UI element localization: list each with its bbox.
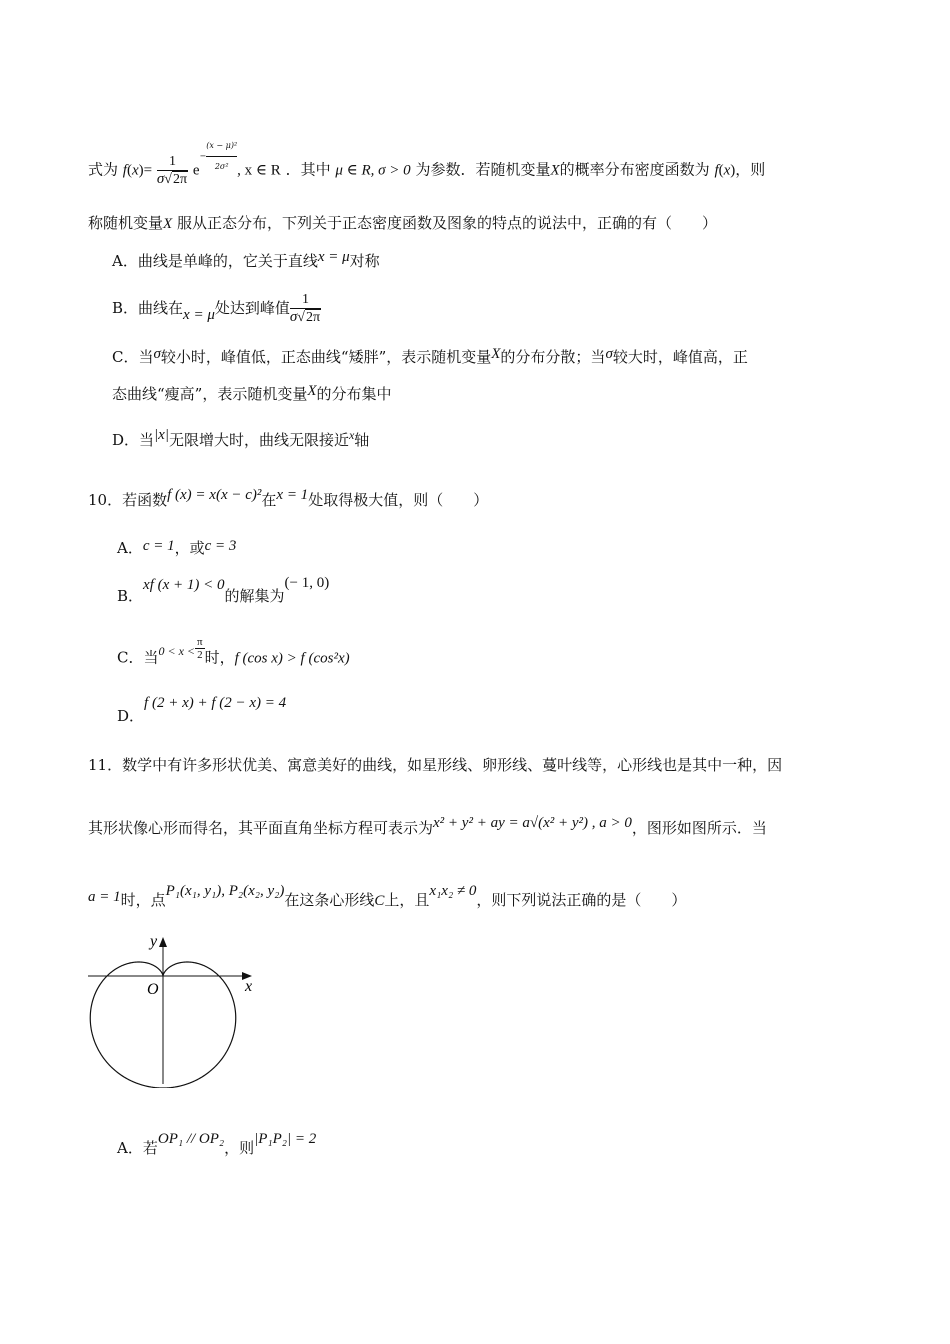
intro-line-2: 称随机变量X 服从正态分布，下列关于正态密度函数及图象的特点的说法中，正确的有（ ） xyxy=(88,214,717,232)
exponent: − $\frac{\text{(x − μ)²}}{\text{2σ²}}$ xyxy=(200,136,238,177)
q9-option-c-line1: C．当σ较小时，峰值低，正态曲线“矮胖”，表示随机变量X的分布分散；当σ较大时，峰值高，正 xyxy=(112,346,748,366)
q11-stem-1: 11．数学中有许多形状优美、寓意美好的曲线，如星形线、卵形线、蔓叶线等，心形线也是其中一种，因 xyxy=(88,756,783,774)
intro-line-1: 式为 f(x)= $\frac{1}{\sigma√2\pi}$ e− $\frac{\text{(x − μ)²}}{\text{2σ²}}$ , x ∈ R ．其中 μ ∈ R, σ > 0 为参数．若随机变量X的概率分布密度函数为 f(x)，则 xyxy=(88,152,765,193)
q11-option-a: A．若OP₁ // OP₂，则|P₁P₂| = 2 xyxy=(117,1131,317,1157)
intro-prefix: 式为 xyxy=(88,160,119,179)
density-fraction: $\frac{1}{\sigma√2\pi}$ xyxy=(156,153,188,187)
origin-label: O xyxy=(147,981,159,998)
q11-stem-2: 其形状像心形而得名，其平面直角坐标方程可表示为x² + y² + ay = a√(x² + y²) , a > 0，图形如图所示．当 xyxy=(88,815,767,837)
exp-base: e xyxy=(192,162,200,179)
peak-fraction: $\frac{1}{\sigma√2\pi}$ xyxy=(289,292,321,325)
q9-option-d: D．当|x|无限增大时，曲线无限接近$^x$轴 xyxy=(112,427,370,449)
q10-option-c: C．当$^{0 < x <}$ $\frac{\pi}{2}$ 时，f (cos x) > f (cos²x) xyxy=(117,636,350,667)
density-f: f xyxy=(122,162,127,179)
q9-option-c-line2: 态曲线“瘦高”，表示随机变量X的分布集中 xyxy=(112,383,392,403)
q10-option-b: B．xf (x + 1) < 0的解集为(− 1, 0) xyxy=(117,575,330,605)
q10-option-a: A．c = 1，或c = 3 xyxy=(117,538,237,557)
x-axis-label: x xyxy=(245,978,253,995)
intro-sep: ．其中 xyxy=(285,160,331,179)
q10-option-d: D．f (2 + x) + f (2 − x) = 4 xyxy=(117,695,287,725)
y-axis-label: y xyxy=(150,933,158,950)
cardioid-figure xyxy=(84,928,264,1088)
mu-condition: μ ∈ R, σ > 0 xyxy=(335,162,411,179)
q10-stem: 10．若函数f (x) = x(x − c)²在x = 1处取得极大值，则（ ） xyxy=(88,487,489,509)
q9-option-b: B．曲线在x = μ处达到峰值 $\frac{1}{\sigma√2\pi}$ xyxy=(112,292,321,325)
q9-option-a: A．曲线是单峰的，它关于直线x = μ对称 xyxy=(112,249,380,270)
y-axis-arrow xyxy=(159,937,167,947)
q11-stem-3: a = 1时，点P₁(x₁, y₁), P₂(x₂, y₂)在这条心形线C上，且x₁x₂ ≠ 0，则下列说法正确的是（ ） xyxy=(88,883,687,909)
